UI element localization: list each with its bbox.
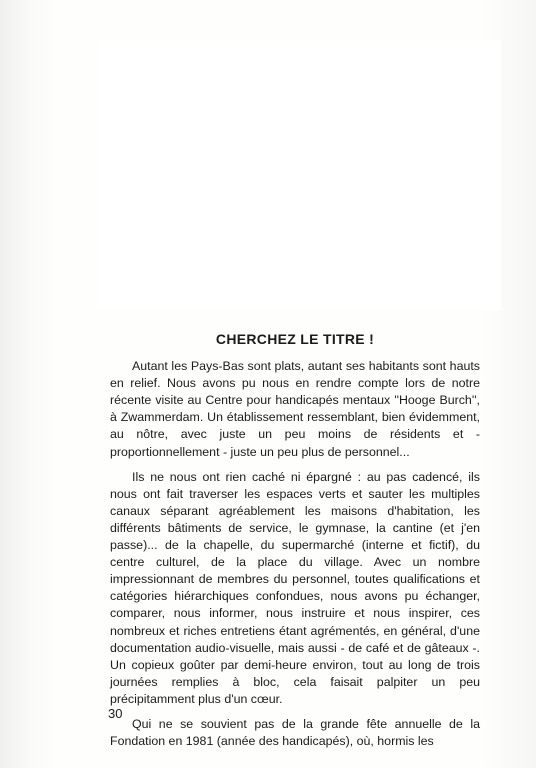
blank-image-area	[98, 40, 501, 310]
article-title: CHERCHEZ LE TITRE !	[215, 331, 375, 347]
paragraph: Ils ne nous ont rien caché ni épargné : au pas cadencé, ils nous ont fait traverser les espaces verts et sauter les multiples canaux séparant agréablement les maisons d'habitation, les différents bâtiments de service, le gymnase, la cantine (et j'en passe)... de la chapelle, du supermarché (interne et fictif), du centre culturel, de la place du village. Avec un nombre impressionnant de membres du personnel, toutes qualifications et catégories hiérarchiques confondues, nous avons pu échanger, comparer, nous informer, nous instruire et nous inspirer, ces nombreux et riches entretiens étant agrémentés, en général, d'une documentation audio-visuelle, mais aussi - de café et de gâteaux -. Un copieux goûter par demi-heure environ, tout au long de trois journées remplies à bloc, cela faisait palpiter un peu précipitamment plus d'un cœur.	[110, 469, 480, 706]
paragraph: Autant les Pays-Bas sont plats, autant ses habitants sont hauts en relief. Nous avons pu nous en rendre compte lors de notre récente visite au Centre pour handicapés mentaux ''Hooge Burch'', à Zwammerdam. Un établissement ressemblant, bien évidemment, au nôtre, avec juste un peu moins de résidents et - proportionnellement - juste un peu plus de personnel...	[110, 359, 480, 459]
paragraph: Qui ne se souvient pas de la grande fête annuelle de la Fondation en 1981 (année des handicapés), où, hormis les	[110, 716, 480, 749]
page-number: 30	[108, 706, 123, 721]
article	[110, 325, 480, 758]
